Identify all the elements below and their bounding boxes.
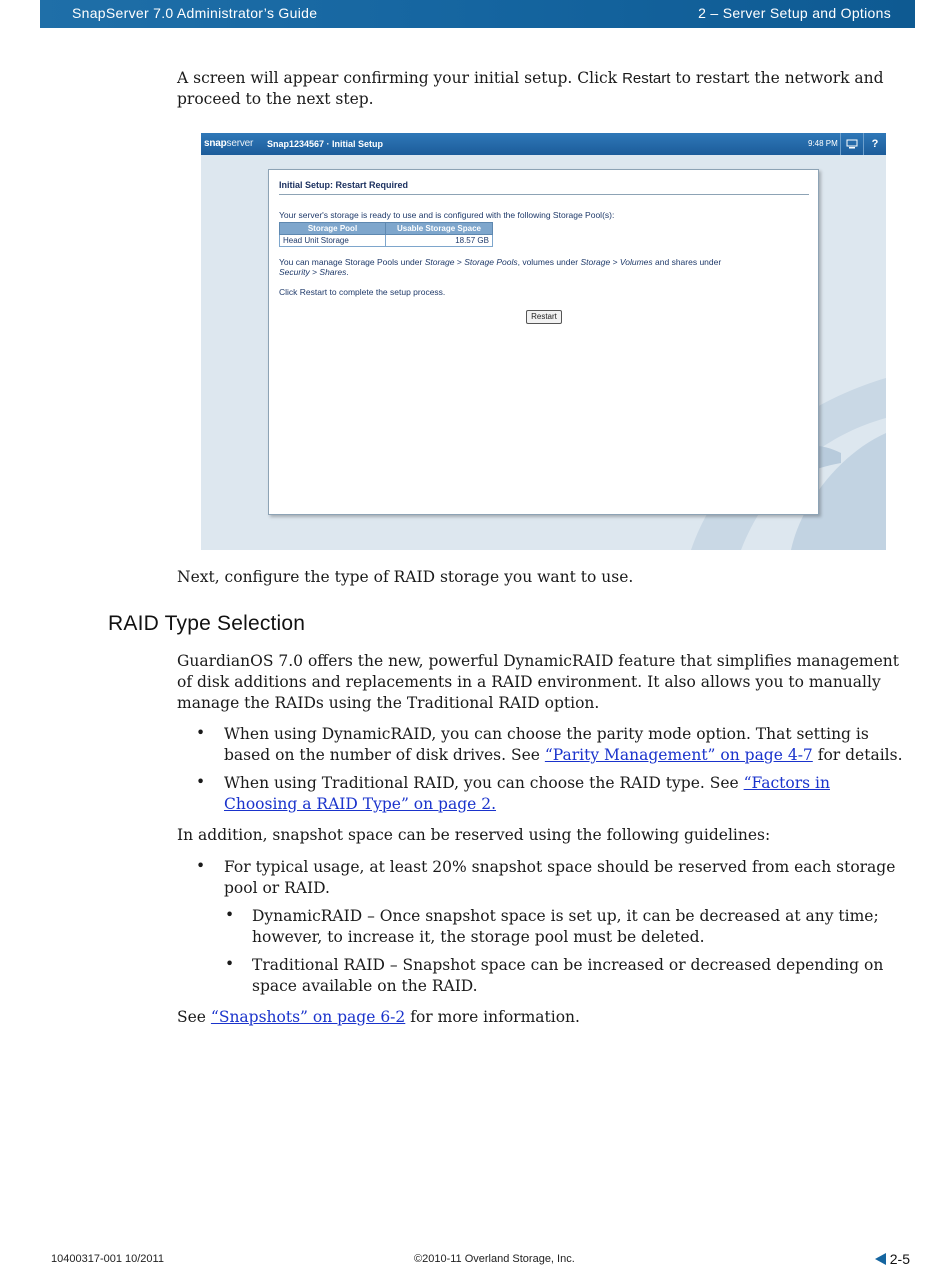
- page-number[interactable]: [875, 1251, 910, 1267]
- para1-line2: of disk additions and replacements in a RAID environment. It also allows you to manually: [177, 673, 881, 691]
- click-restart-text: Click Restart to complete the setup process.: [279, 287, 446, 297]
- bullet-marker: •: [196, 857, 206, 875]
- help-icon[interactable]: ?: [863, 133, 886, 155]
- snapserver-logo: snapserver: [204, 138, 254, 149]
- manage-text-line1: You can manage Storage Pools under Storage > Storage Pools, volumes under Storage > Volumes and shares under: [279, 257, 722, 267]
- restart-button[interactable]: Restart: [526, 310, 562, 324]
- intro-text-after: to restart the network and: [670, 69, 884, 87]
- footer-copyright: ©2010-11 Overland Storage, Inc.: [414, 1253, 575, 1265]
- factors-link-part2[interactable]: Choosing a RAID Type” on page 2.: [224, 795, 497, 813]
- list-item-traditional-snapshot: Traditional RAID – Snapshot space can be increased or decreased depending on space available on the RAID.: [252, 956, 884, 995]
- pool-size-cell: 18.57 GB: [386, 235, 493, 247]
- factors-link-part1[interactable]: “Factors in: [743, 774, 830, 792]
- intro-text-line2: proceed to the next step.: [177, 90, 374, 108]
- snapshot-intro-text: In addition, snapshot space can be reserved using the following guidelines:: [177, 826, 771, 844]
- pool-name-cell: Head Unit Storage: [280, 235, 386, 247]
- running-header: [40, 0, 915, 28]
- column-header-storage-pool: Storage Pool: [280, 223, 386, 235]
- header-guide-title: SnapServer 7.0 Administrator’s Guide: [72, 5, 318, 21]
- bullet-marker: •: [225, 955, 235, 973]
- footer-doc-id: 10400317-001 10/2011: [51, 1253, 164, 1265]
- initial-setup-screenshot: [201, 133, 886, 550]
- app-window-title: Snap1234567 · Initial Setup: [267, 139, 384, 149]
- restart-keyword: Restart: [622, 70, 671, 87]
- list-item-dynamicraid: When using DynamicRAID, you can choose the parity mode option. That setting is based on the number of disk drives. See “Parity Management” on page 4-7 for details.: [224, 725, 903, 764]
- list-item-dynamicraid-snapshot: DynamicRAID – Once snapshot space is set up, it can be decreased at any time; however, to increase it, the storage pool must be deleted.: [252, 907, 879, 946]
- section-heading: RAID Type Selection: [108, 612, 306, 635]
- clock-readout: 9:48 PM: [808, 139, 838, 148]
- snapshots-link[interactable]: “Snapshots” on page 6-2: [210, 1008, 406, 1026]
- app-top-bar: [201, 133, 886, 155]
- restart-required-dialog: [268, 169, 819, 515]
- page-number-text: 2-5: [889, 1251, 910, 1267]
- header-chapter-title: 2 – Server Setup and Options: [698, 5, 891, 21]
- storage-ready-text: Your server's storage is ready to use and is configured with the following Storage Pool(s):: [279, 210, 615, 220]
- intro-paragraph: [177, 68, 917, 110]
- dialog-divider: [279, 194, 809, 195]
- list-item-traditional-raid: When using Traditional RAID, you can choose the RAID type. See “Factors in Choosing a RAID Type” on page 2.: [224, 774, 830, 813]
- para1-line3: manage the RAIDs using the Traditional RAID option.: [177, 694, 600, 712]
- para1-line1: GuardianOS 7.0 offers the new, powerful DynamicRAID feature that simplifies management: [177, 652, 899, 670]
- monitor-icon[interactable]: [840, 133, 863, 155]
- list-item-typical-usage: For typical usage, at least 20% snapshot space should be reserved from each storage pool or RAID.: [224, 858, 896, 897]
- see-snapshots-line: See “Snapshots” on page 6-2 for more information.: [177, 1008, 580, 1026]
- table-row: [280, 235, 493, 247]
- bullet-marker: •: [225, 906, 235, 924]
- bullet-marker: •: [196, 724, 206, 742]
- intro-text-before: A screen will appear confirming your initial setup. Click: [177, 69, 623, 87]
- guardianos-paragraph: [177, 651, 917, 714]
- storage-pool-table: [279, 222, 493, 247]
- next-step-text: Next, configure the type of RAID storage you want to use.: [177, 568, 634, 586]
- parity-management-link[interactable]: “Parity Management” on page 4-7: [544, 746, 813, 764]
- manage-text-line2: Security > Shares.: [279, 267, 349, 277]
- previous-page-icon[interactable]: [875, 1253, 886, 1265]
- dialog-title: Initial Setup: Restart Required: [279, 180, 409, 190]
- bullet-marker: •: [196, 773, 206, 791]
- column-header-usable-space: Usable Storage Space: [386, 223, 493, 235]
